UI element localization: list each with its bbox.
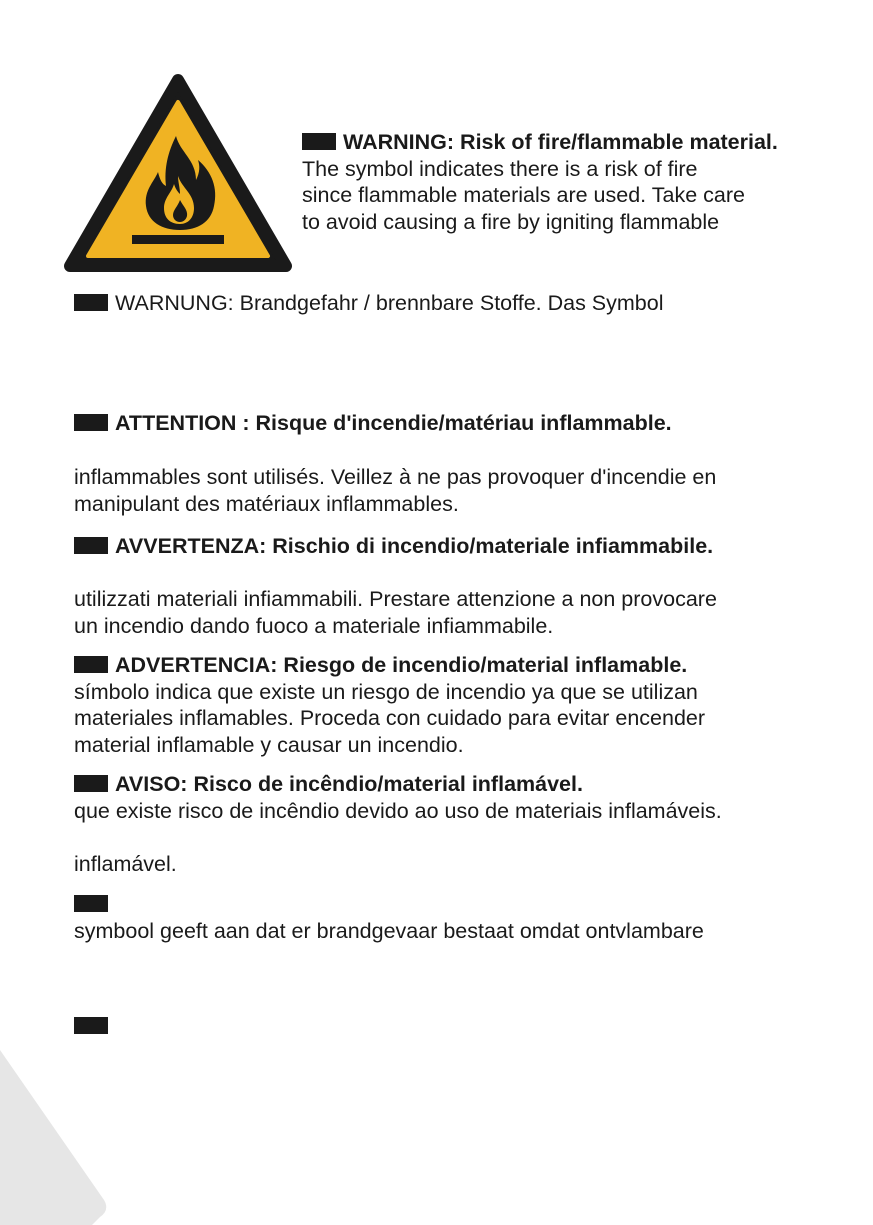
body-line: utilizzati materiali infiammabili. Prestare attenzione a non provocare [74,587,717,611]
body-line: inflamável. [74,852,177,876]
section-portuguese-tail [74,851,177,878]
language-marker [74,294,108,311]
section-german: WARNUNG: Brandgefahr / brennbare Stoffe. Das Symbol [74,290,664,317]
section-french-body [74,464,716,517]
language-marker [74,414,108,431]
language-marker [74,537,108,554]
body-line: material inflamable y causar un incendio. [74,732,464,757]
section-dutch [74,891,704,944]
body-line: materiales inflamables. Proceda con cuidado para evitar encender [74,706,706,730]
section-portuguese [74,771,722,824]
page-corner-fold [0,1050,112,1225]
language-marker [74,775,108,792]
body-line: to avoid causing a fire by igniting flammable [302,209,720,234]
body-line: manipulant des matériaux inflammables. [74,491,459,516]
section-french-heading: ATTENTION : Risque d'incendie/matériau inflammable. [74,410,672,437]
heading-english: WARNING: Risk of fire/flammable material. [302,129,778,156]
body-line: símbolo indica que existe un riesgo de incendio ya que se utilizan [74,679,698,704]
language-marker [74,895,108,912]
body-line: inflammables sont utilisés. Veillez à ne pas provoquer d'incendie en [74,465,717,489]
body-line: The symbol indicates there is a risk of fire [302,156,698,181]
heading-dutch [74,891,704,918]
section-next-marker [74,1013,115,1040]
language-marker [74,656,108,673]
body-line: symbool geeft aan dat er brandgevaar bestaat omdat ontvlambare [74,918,704,943]
section-italian-body [74,586,717,639]
flammable-warning-icon [62,72,294,274]
heading-spanish: ADVERTENCIA: Riesgo de incendio/material inflamable. [74,652,705,679]
language-marker [302,133,336,150]
body-line: un incendio dando fuoco a materiale infiammabile. [74,613,554,638]
language-marker [74,1017,108,1034]
body-line: que existe risco de incêndio devido ao uso de materiais inflamáveis. [74,798,722,823]
heading-portuguese: AVISO: Risco de incêndio/material inflamável. [74,771,722,798]
section-italian-heading: AVVERTENZA: Rischio di incendio/materiale infiammabile. [74,533,713,560]
section-english [302,129,778,235]
section-spanish [74,652,705,758]
ground-line [132,235,224,244]
body-line: since flammable materials are used. Take care [302,183,745,207]
